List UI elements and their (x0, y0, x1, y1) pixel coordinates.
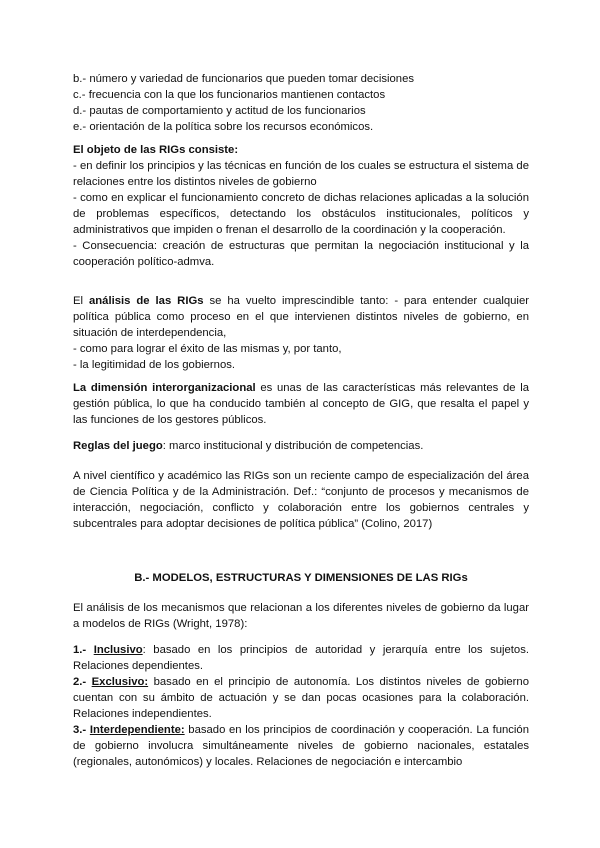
text-run: es unas de las características más relevantes de la gestión pública, lo que ha conducido también al concepto de GIG, que resalta el papel y las funciones de los gestores públicos. (73, 382, 530, 426)
paragraph: - la legitimidad de los gobiernos. (73, 359, 236, 371)
text-run: se ha vuelto imprescindible tanto: - para entender cualquier política pública como proceso en el que intervienen distintos niveles de gobierno, en situación de interdependencia, (73, 295, 529, 339)
model-item (73, 722, 529, 770)
text-run: : marco institucional y distribución de competencias. (162, 440, 424, 452)
factors-list (73, 71, 529, 135)
definition-paragraph (73, 468, 529, 532)
bold-term: La dimensión interorganizacional (73, 382, 256, 394)
model-item (73, 674, 529, 722)
paragraph: - en definir los principios y las técnicas en función de los cuales se estructura el sistema de relaciones entre los distintos niveles de gobierno (73, 160, 529, 188)
model-desc: basado en los principios de coordinación y cooperación. La función de gobierno involucra simultáneamente niveles de gobierno nacionales, estatales (regionales, autonómicos) y locales. Relaciones de negociación e intercambio (73, 724, 529, 768)
list-item: c.- frecuencia con la que los funcionarios mantienen contactos (73, 89, 386, 101)
model-desc: : basado en los principios de autoridad y jerarquía entre los sujetos. Relaciones dependientes. (73, 644, 530, 672)
dimension-section (73, 380, 529, 428)
bold-term: análisis de las RIGs (89, 295, 204, 307)
section-title: B.- MODELOS, ESTRUCTURAS Y DIMENSIONES DE LAS RIGs (134, 572, 468, 584)
paragraph: - como en explicar el funcionamiento concreto de dichas relaciones aplicadas a la solución de problemas específicos, detectando los obstáculos institucionales, políticos y administrativos que impiden o frenan el desarrollo de la coordinación y la cooperación. (73, 192, 529, 236)
model-name: Exclusivo: (91, 676, 149, 688)
list-item: e.- orientación de la política sobre los recursos económicos. (73, 121, 374, 133)
model-number: 1.- (73, 644, 94, 656)
model-name: Interdependiente: (89, 724, 185, 736)
model-item (73, 642, 529, 674)
reglas-section (73, 438, 529, 454)
model-number: 2.- (73, 676, 92, 688)
list-item: d.- pautas de comportamiento y actitud de los funcionarios (73, 105, 366, 117)
models-list (73, 642, 529, 770)
section-b-intro (73, 600, 529, 632)
analisis-section (73, 293, 529, 373)
paragraph: El análisis de los mecanismos que relacionan a los diferentes niveles de gobierno da lugar a modelos de RIGs (Wright, 1978): (73, 602, 529, 630)
objeto-section (73, 142, 529, 270)
section-heading: El objeto de las RIGs consiste: (73, 144, 239, 156)
paragraph: - como para lograr el éxito de las mismas y, por tanto, (73, 343, 342, 355)
model-number: 3.- (73, 724, 90, 736)
text-run: El (73, 295, 89, 307)
bold-term: Reglas del juego (73, 440, 163, 452)
paragraph: A nivel científico y académico las RIGs son un reciente campo de especialización del área de Ciencia Política y de la Administración. Def.: “conjunto de procesos y mecanismos de interacción, negociación, conflicto y colaboración entre los gobiernos centrales y subcentrales para adoptar decisiones de política pública” (Colino, 2017) (73, 470, 529, 530)
list-item: b.- número y variedad de funcionarios que pueden tomar decisiones (73, 73, 414, 85)
model-desc: basado en el principio de autonomía. Los distintos niveles de gobierno cuentan con su ámbito de actuación y se dan pocas ocasiones para la colaboración. Relaciones independientes. (73, 676, 529, 720)
model-name: Inclusivo (93, 644, 143, 656)
paragraph: - Consecuencia: creación de estructuras que permitan la negociación institucional y la cooperación político-admva. (73, 240, 529, 268)
